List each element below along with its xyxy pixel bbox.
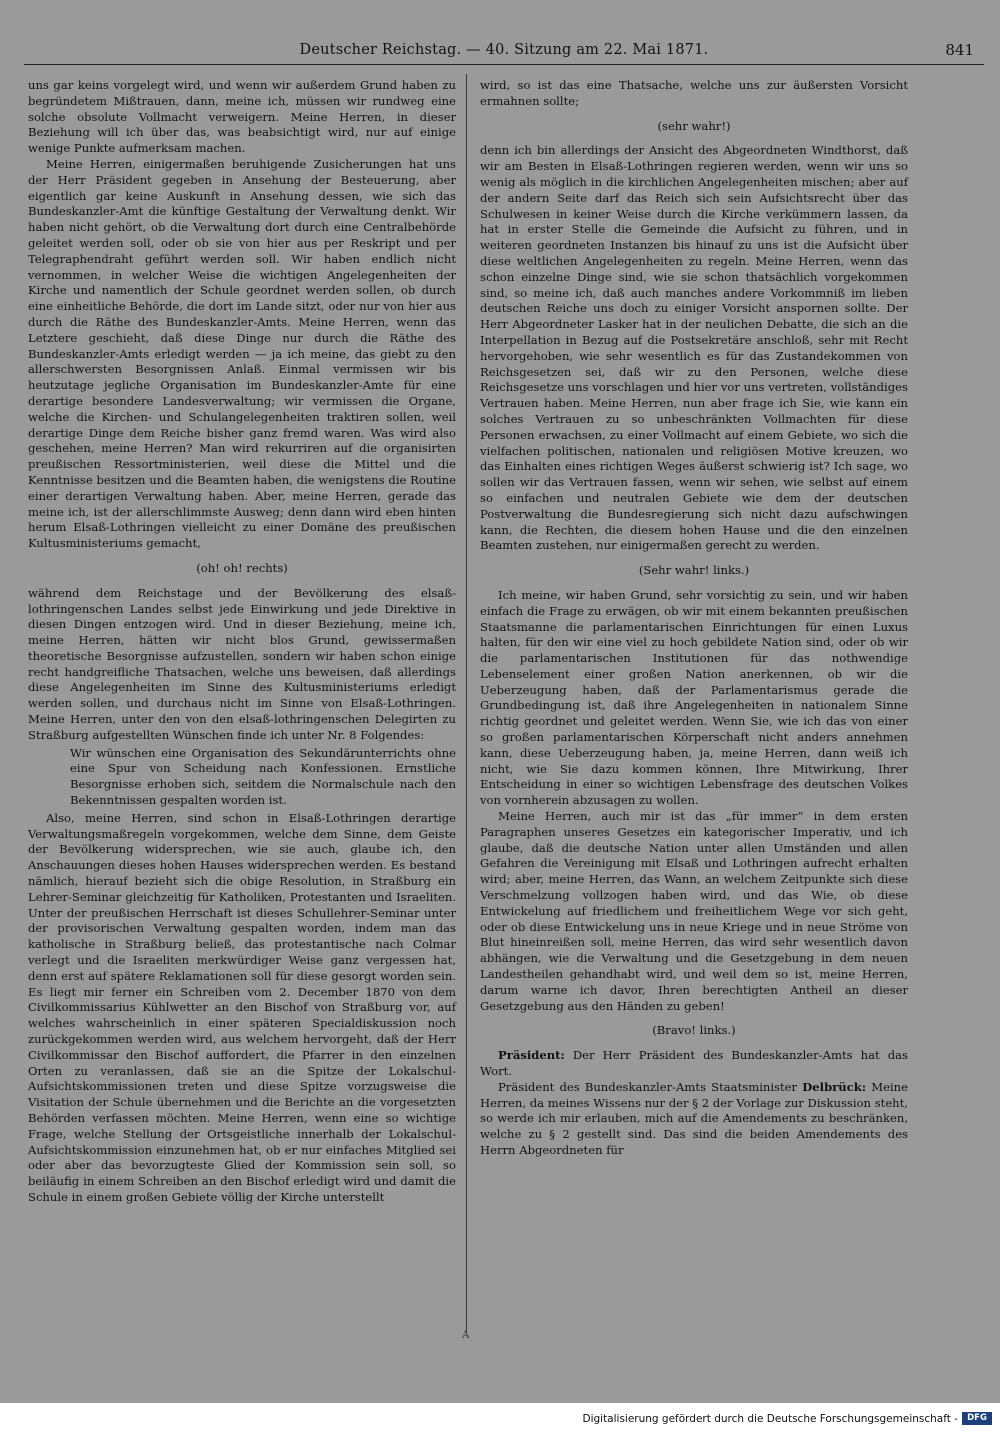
block-quote: Wir wünschen eine Organisation des Sekundärunterrichts ohne eine Spur von Scheidung nach Konfessionen. Ernstliche Besorgnisse erhoben sich, seitdem die Normalschule nach den Bekenntnissen gespalten worden ist. [70,745,456,808]
paragraph: uns gar keins vorgelegt wird, und wenn wir außerdem Grund haben zu begründetem Mißtrauen, dann, meine ich, müssen wir rundweg eine solche obsolute Vollmacht verweigern. Meine Herren, in dieser Beziehung will ich über das, was beabsichtigt wird, nur auf einige wenige Punkte aufmerksam machen. [28,78,456,156]
paragraph: Also, meine Herren, sind schon in Elsaß-Lothringen derartige Verwaltungsmaßregeln vorgekommen, welche dem Sinne, dem Geiste der Bevölkerung widersprechen, wie sie auch, glaube ich, den Anschauungen dieses hohen Hauses widersprechen werden. Es bestand nämlich, hierauf bezieht sich die obige Resolution, in Straßburg ein Lehrer-Seminar gleichzeitig für Katholiken, Protestanten und Israeliten. Unter der preußischen Herrschaft ist dieses Schullehrer-Seminar unter der provisorischen Verwaltung gespalten worden, indem man das katholische in Straßburg beließ, das protestantische nach Colmar verlegt und die Israeliten merkwürdiger Weise ganz vergessen hat, denn erst auf spätere Reklamationen soll für diese gesorgt worden sein. Es liegt mir ferner ein Schreiben vom 2. December 1870 von dem Civilkommissarius Kühlwetter an den Bischof von Straßburg vor, auf welches wahrscheinlich in einer späteren Specialdiskussion noch zurückgekommen werden wird, aus welchem hervorgeht, daß der Herr Civilkommissar den Bischof auffordert, die Pfarrer in den einzelnen Orten zu veranlassen, daß sie an die Spitze der Lokalschul-Aufsichtskommissionen treten und diese Spitze vorzugsweise die Visitation der Schule übernehmen und die Berichte an die vorgesetzten Behörden verfassen möchten. Meine Herren, wenn eine so wichtige Frage, welche Stellung der Ortsgeistliche innerhalb der Lokalschul-Aufsichtskommission einzunehmen hat, ob er nur einfaches Mitglied sei oder aber das bevorzugteste Glied der Kommission sein soll, so beiläufig in einem Schreiben an den Bischof erledigt wird und damit die Schule in einem großen Gebiete völlig der Kirche unterstellt [28,810,456,1204]
running-header [24,38,984,65]
paragraph: denn ich bin allerdings der Ansicht des Abgeordneten Windthorst, daß wir am Besten in Elsaß-Lothringen regieren werden, wenn wir uns so wenig als möglich in die kirchlichen Angelegenheiten mischen; aber auf der andern Seite darf das Reich sich sein Aufsichtsrecht über das Schulwesen in keiner Weise durch die Kirche verkümmern lassen, da hat in erster Stelle die Gemeinde die Aufsicht zu führen, und in weiteren geordneten Instanzen bis hinauf zu uns ist die Aufsicht über diese weltlichen Angelegenheiten zu regeln. Meine Herren, wenn das schon einzelne Dinge sind, wie sie schon thatsächlich vorgekommen sind, so meine ich, daß auch manches andere Vorkommniß im lieben deutschen Reiche uns doch zu einiger Vorsicht anspornen sollte. Der Herr Abgeordneter Lasker hat in der neulichen Debatte, die sich an die Interpellation in Bezug auf die Postsekretäre anschloß, sehr mit Recht hervorgehoben, wie sehr wesentlich es für das Zustandekommen von Reichsgesetzen sei, daß wir zu den Personen, welche diese Reichsgesetze uns vorschlagen und hier vor uns vertreten, vollständiges Vertrauen haben. Meine Herren, nun aber frage ich Sie, wie kann ein solches Vertrauen zu so unbeschränkten Vollmachten für diese Personen erwachsen, zu einer Vollmacht auf einem Gebiete, wo sich die vielfachen politischen, nationalen und religiösen Motive kreuzen, wo das Einhalten eines richtigen Weges äußerst schwierig ist? Ich sage, wo sollen wir das Vertrauen fassen, wenn wir sehen, wie selbst auf einem so einfachen und neutralen Gebiete wie dem der deutschen Postverwaltung die Bundesregierung sich nicht dazu aufschwingen kann, die Rechten, die diesem hohen Hause und die den einzelnen Beamten zustehen, nur einigermaßen gerecht zu werden. [480,143,908,553]
paragraph: Ich meine, wir haben Grund, sehr vorsichtig zu sein, und wir haben einfach die Frage zu erwägen, ob wir mit einem bekannten preußischen Staatsmanne die parlamentarischen Einrichtungen für einen Luxus halten, für den wir eine viel zu hoch gebildete Nation sind, oder ob wir die parlamentarischen Institutionen für das nothwendige Lebenselement einer großen Nation anerkennen, ob wir die Ueberzeugung haben, daß der Parlamentarismus gerade die Grundbedingung ist, daß ihre Angelegenheiten in nationalem Sinne richtig geordnet und geleitet werden. Wenn Sie, wie ich das von einer so großen parlamentarischen Körperschaft nicht anders annehmen kann, diese Ueberzeugung haben, ja, meine Herren, dann weiß ich nicht, wie Sie dazu kommen können, Ihre Mitwirkung, Ihrer Entscheidung in einer so wichtigen Lebensfrage des deutschen Volkes von vornherein abzusagen zu wollen. [480,587,908,808]
header-title: Deutscher Reichstag. — 40. Sitzung am 22. Mai 1871. [299,42,709,58]
interjection: (oh! oh! rechts) [196,560,288,575]
paragraph: Meine Herren, einigermaßen beruhigende Zusicherungen hat uns der Herr Präsident gegeben in Ansehung der Besteuerung, aber eigentlich gar keine Auskunft in Ansehung dessen, wie sich das Bundeskanzler-Amt die künftige Gestaltung der Verwaltung denkt. Wir haben nicht gehört, ob die Verwaltung dort durch eine Centralbehörde geleitet werden soll, oder ob sie von hier aus per Reskript und per Telegraphendraht geführt werden soll. Wir haben endlich nicht vernommen, in welcher Weise die wichtigen Angelegenheiten der Kirche und namentlich der Schule geordnet werden sollen, ob durch eine einheitliche Behörde, die dort im Lande sitzt, oder nur von hier aus durch die Räthe des Bundeskanzler-Amts. Meine Herren, wenn das Letztere geschieht, daß diese Dinge nur durch die Räthe des Bundeskanzler-Amts erledigt werden — ja ich meine, das giebt zu den allerschwersten Besorgnissen Anlaß. Einmal vermissen wir bis heutzutage jegliche Organisation im Bundeskanzler-Amte für eine derartige besondere Landesverwaltung; wir vermissen die Organe, welche die Kirchen- und Schulangelegenheiten traktiren sollen, weil derartige Dinge dem Reiche bisher ganz fremd waren. Was wird also geschehen, meine Herren? Man wird rekurriren auf die organisirten preußischen Ressortministerien, weil diese die Mittel und die Kenntnisse besitzen und die Beamten haben, die wenigstens die Routine einer derartigen Verwaltung haben. Aber, meine Herren, gerade das meine ich, ist der allerschlimmste Ausweg; denn dann wird eben hinten herum Elsaß-Lothringen vielleicht zu einer Domäne des preußischen Kultusministeriums gemacht, [28,156,456,551]
interjection: (Sehr wahr! links.) [638,563,750,578]
page-mark: A [462,1330,470,1341]
speaker-name: Delbrück: [802,1079,867,1094]
page-number: 841 [945,41,974,59]
speaker-text: Meine Herren, da meines Wissens nur der § 2 der Vorlage zur Diskussion steht, so werde ich mir erlauben, mich auf die Amendements zu beschränken, welche zu § 2 gestellt sind. Das sind die beiden Amendements des Herrn Abgeordneten für [480,1079,908,1157]
right-column [480,78,908,1159]
column-divider [466,74,467,1332]
paragraph: während dem Reichstage und der Bevölkerung des elsaß-lothringenschen Landes selbst jede Einwirkung und jede Direktive in diesen Dingen entzogen wird. Und in dieser Beziehung, meine ich, meine Herren, hätten wir nicht blos Grund, gewissermaßen theoretische Besorgnisse aufzustellen, sondern wir haben schon einige recht handgreifliche Thatsachen, welche uns beweisen, daß allerdings diese Angelegenheiten im Sinne des Kultusministeriums erledigt werden sollen, und durchaus nicht im Sinne von Elsaß-Lothringen. Meine Herren, unter den von den elsaß-lothringenschen Delegirten zu Straßburg aufgestellten Wünschen finde ich unter Nr. 8 Folgendes: [28,585,456,742]
speaker-paragraph [480,1048,908,1080]
dfg-logo: DFG [962,1412,992,1425]
speaker-intro: Präsident des Bundeskanzler-Amts Staatsminister [498,1079,803,1094]
speaker-paragraph [480,1080,908,1159]
interjection: (sehr wahr!) [657,118,731,133]
funding-note: Digitalisierung gefördert durch die Deutsche Forschungsgemeinschaft - [582,1413,958,1425]
speaker-name: Präsident: [498,1048,565,1063]
footer-bar [0,1403,1000,1432]
speaker-text: Der Herr Präsident des Bundeskanzler-Amts hat das Wort. [480,1048,908,1079]
left-column [28,78,456,1206]
paragraph: wird, so ist das eine Thatsache, welche uns zur äußersten Vorsicht ermahnen sollte; [480,78,908,108]
paragraph: Meine Herren, auch mir ist das „für immer“ in dem ersten Paragraphen unseres Gesetzes ein kategorischer Imperativ, und ich glaube, daß die deutsche Nation unter allen Umständen und allen Gefahren die Vereinigung mit Elsaß und Lothringen aufrecht erhalten wird; aber, meine Herren, das Wann, an welchem Zeitpunkte sich diese Verschmelzung vollzogen haben wird, und das Wie, ob diese Entwickelung auf friedlichem und freiheitlichem Wege vor sich geht, oder ob diese Entwickelung uns in neue Kriege und in neue Ströme von Blut hineinreißen soll, meine Herren, das wird sehr wesentlich davon abhängen, wie die Verwaltung und die Gesetzgebung in dem neuen Landestheilen gehandhabt wird, und weil dem so ist, meine Herren, darum warne ich davor, Ihren berechtigten Antheil an dieser Gesetzgebung aus den Händen zu geben! [480,809,908,1013]
interjection: (Bravo! links.) [652,1023,736,1038]
